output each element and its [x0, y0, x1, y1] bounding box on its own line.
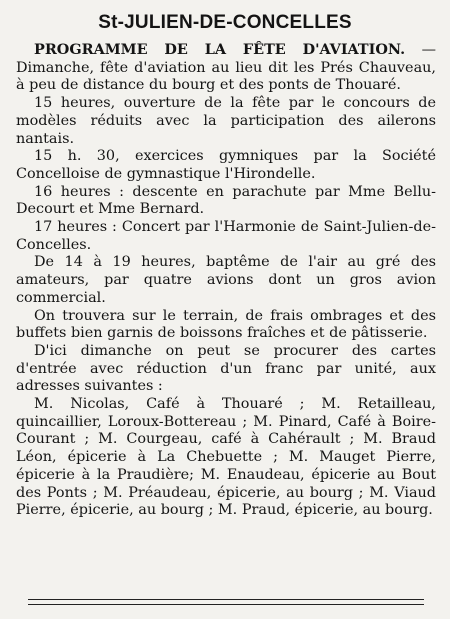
paragraph-text: descente en parachute par Mme Bellu-Decourt et Mme Bernard. [16, 183, 436, 218]
paragraph-adresses [16, 396, 436, 520]
paragraph-lead: PROGRAMME DE LA FÊTE D'AVIATION. [34, 41, 406, 58]
paragraph-text: D'ici dimanche on peut se procurer des cartes d'entrée avec réduction d'un franc par unité, aux adresses suivantes : [16, 342, 436, 395]
paragraph-bapteme [16, 254, 436, 307]
paragraph-programme [16, 41, 436, 95]
paragraph-text: baptême de l'air au gré des amateurs, par quatre avions dont un gros avion commercial. [16, 254, 437, 306]
article-body [16, 41, 436, 520]
paragraph-text: On trouvera sur le terrain, de frais ombrages et des buffets bien garnis de boissons fraîches et de pâtisserie. [16, 307, 436, 342]
paragraph-16h [16, 184, 436, 219]
article-heading: St-JULIEN-DE-CONCELLES [98, 12, 352, 33]
paragraph-lead: 15 h. 30, [34, 148, 120, 165]
paragraph-buffets [16, 308, 436, 343]
separator-rule-top [28, 599, 424, 600]
paragraph-cartes [16, 343, 436, 396]
paragraph-text: exercices gymniques par la Société Concelloise de gymnastique l'Hirondelle. [16, 148, 436, 182]
paragraph-lead: 15 heures, [34, 95, 116, 112]
paragraph-lead: 17 heures : [34, 219, 117, 236]
paragraph-text: M. Nicolas, Café à Thouaré ; M. Retailleau, quincaillier, Loroux-Bottereau ; M. Pinard, Café à Boire-Courant ; M. Courgeau, café à Cahérault ; M. Braud Léon, épicerie à La Chebuette ; M. Mauget Pierre, épicerie à la Praudière; M. Enaudeau, épicerie au Bout des Ponts ; M. Préaudeau, épicerie, au bourg ; M. Viaud Pierre, épicerie, au bourg ; M. Praud, épicerie, au bourg. [16, 396, 436, 519]
paragraph-lead: De 14 à 19 heures, [34, 254, 196, 271]
separator-rule-bottom [28, 604, 424, 605]
paragraph-text: Concert par l'Harmonie de Saint-Julien-de-Concelles. [16, 219, 436, 253]
paragraph-15h [16, 95, 436, 148]
paragraph-text: — Dimanche, fête d'aviation au lieu dit les Prés Chauveau, à peu de distance du bourg et des ponts de Thouaré. [16, 42, 436, 94]
paragraph-text: ouverture de la fête par le concours de modèles réduits avec la participation des ailerons nantais. [16, 95, 436, 147]
paragraph-lead: 16 heures : [34, 183, 124, 200]
paragraph-17h [16, 219, 436, 254]
paragraph-15h30 [16, 148, 436, 183]
